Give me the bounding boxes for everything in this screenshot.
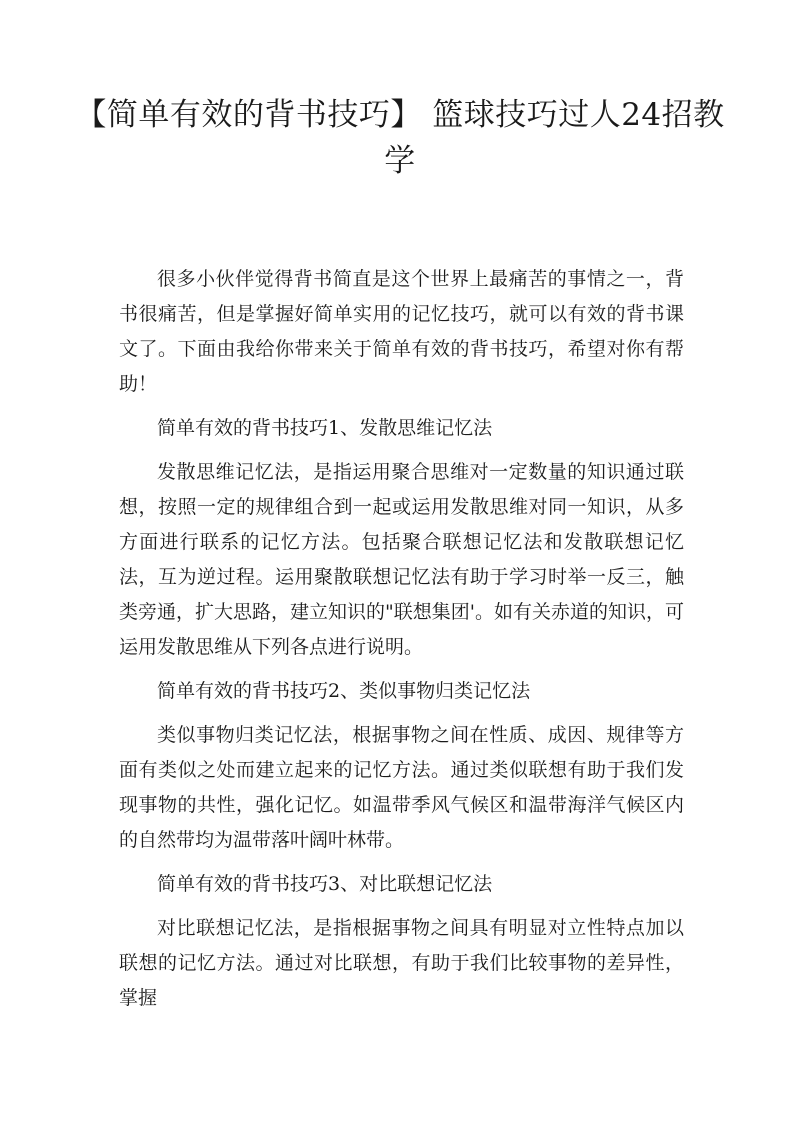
- section-heading-3: 简单有效的背书技巧3、对比联想记忆法: [157, 873, 493, 895]
- document-body: [119, 262, 684, 1025]
- document-title: 【简单有效的背书技巧】 篮球技巧过人24招教学: [75, 97, 725, 179]
- paragraph-section-2: 类似事物归类记忆法，根据事物之间在性质、成因、规律等方面有类似之处而建立起来的记忆方法。通过类似联想有助于我们发现事物的共性，强化记忆。如温带季风气候区和温带海洋气候区内的自然带均为温带落叶阔叶林带。: [119, 724, 684, 851]
- section-heading-2: 简单有效的背书技巧2、类似事物归类记忆法: [157, 680, 531, 702]
- paragraph-section-3: 对比联想记忆法，是指根据事物之间具有明显对立性特点加以联想的记忆方法。通过对比联想，有助于我们比较事物的差异性，掌握: [119, 917, 684, 1009]
- paragraph-section-1: 发散思维记忆法，是指运用聚合思维对一定数量的知识通过联想，按照一定的规律组合到一起或运用发散思维对同一知识，从多方面进行联系的记忆方法。包括聚合联想记忆法和发散联想记忆法，互为逆过程。运用聚散联想记忆法有助于学习时举一反三，触类旁通，扩大思路，建立知识的"联想集团'。如有关赤道的知识，可运用发散思维从下列各点进行说明。: [119, 461, 684, 658]
- paragraph-intro: 很多小伙伴觉得背书简直是这个世界上最痛苦的事情之一，背书很痛苦，但是掌握好简单实用的记忆技巧，就可以有效的背书课文了。下面由我给你带来关于简单有效的背书技巧，希望对你有帮助！: [119, 268, 684, 395]
- section-heading-1: 简单有效的背书技巧1、发散思维记忆法: [157, 417, 493, 439]
